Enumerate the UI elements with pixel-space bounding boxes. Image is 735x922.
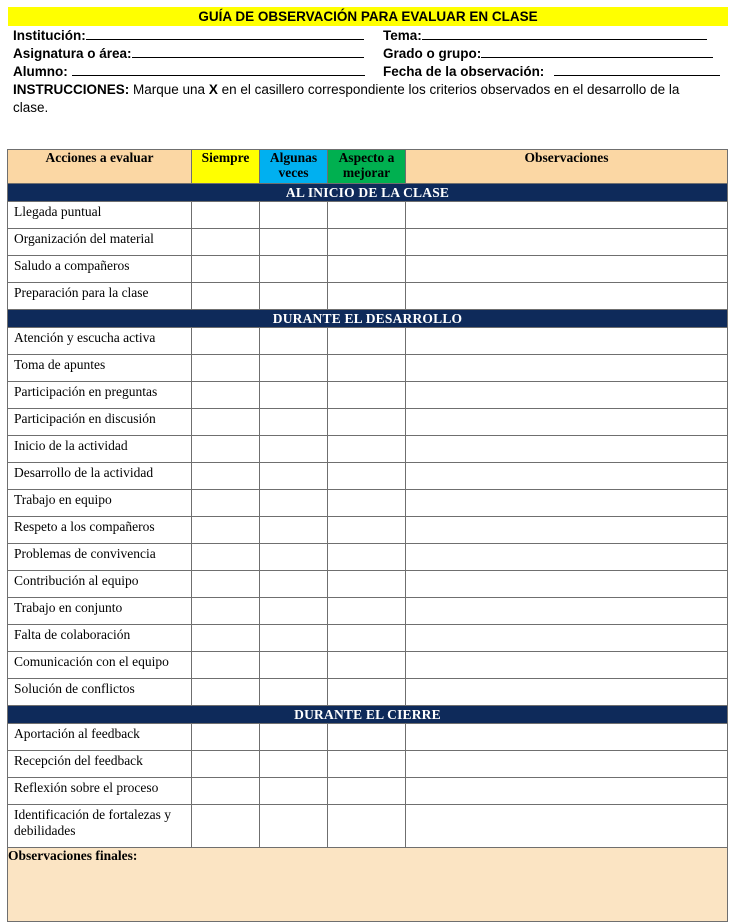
algunas-veces-cell[interactable]	[260, 571, 328, 598]
table-row	[8, 517, 728, 544]
aspecto-a-mejorar-cell[interactable]	[328, 436, 406, 463]
siempre-cell[interactable]	[192, 256, 260, 283]
aspecto-a-mejorar-cell[interactable]	[328, 805, 406, 848]
tema-blank[interactable]	[422, 27, 707, 40]
algunas-veces-cell[interactable]	[260, 202, 328, 229]
algunas-veces-cell[interactable]	[260, 625, 328, 652]
table-row	[8, 463, 728, 490]
action-label: Atención y escucha activa	[8, 328, 192, 355]
observaciones-cell[interactable]	[406, 382, 728, 409]
algunas-veces-cell[interactable]	[260, 544, 328, 571]
action-label: Respeto a los compañeros	[8, 517, 192, 544]
table-row	[8, 229, 728, 256]
observation-table	[7, 149, 728, 922]
siempre-cell[interactable]	[192, 328, 260, 355]
observaciones-cell[interactable]	[406, 490, 728, 517]
institucion-field[interactable]	[13, 27, 364, 44]
fecha-blank[interactable]	[554, 63, 720, 76]
algunas-veces-cell[interactable]	[260, 778, 328, 805]
siempre-cell[interactable]	[192, 805, 260, 848]
grado-label: Grado o grupo:	[383, 46, 482, 61]
siempre-cell[interactable]	[192, 571, 260, 598]
siempre-cell[interactable]	[192, 517, 260, 544]
action-label: Toma de apuntes	[8, 355, 192, 382]
algunas-veces-cell[interactable]	[260, 517, 328, 544]
siempre-cell[interactable]	[192, 436, 260, 463]
header-algunas-veces: Algunas veces	[260, 150, 328, 184]
siempre-cell[interactable]	[192, 409, 260, 436]
table-row	[8, 202, 728, 229]
table-row	[8, 625, 728, 652]
observaciones-cell[interactable]	[406, 328, 728, 355]
action-label: Comunicación con el equipo	[8, 652, 192, 679]
algunas-veces-cell[interactable]	[260, 409, 328, 436]
instructions	[13, 81, 703, 117]
table-row	[8, 409, 728, 436]
aspecto-a-mejorar-cell[interactable]	[328, 724, 406, 751]
algunas-veces-cell[interactable]	[260, 256, 328, 283]
action-label: Falta de colaboración	[8, 625, 192, 652]
siempre-cell[interactable]	[192, 778, 260, 805]
aspecto-a-mejorar-cell[interactable]	[328, 256, 406, 283]
table-row	[8, 679, 728, 706]
page-title: GUÍA DE OBSERVACIÓN PARA EVALUAR EN CLASE	[8, 7, 728, 26]
observaciones-cell[interactable]	[406, 283, 728, 310]
action-label: Llegada puntual	[8, 202, 192, 229]
header-siempre: Siempre	[192, 150, 260, 184]
siempre-cell[interactable]	[192, 283, 260, 310]
siempre-cell[interactable]	[192, 229, 260, 256]
table-row	[8, 544, 728, 571]
algunas-veces-cell[interactable]	[260, 463, 328, 490]
asignatura-field[interactable]	[13, 45, 364, 62]
siempre-cell[interactable]	[192, 202, 260, 229]
aspecto-a-mejorar-cell[interactable]	[328, 652, 406, 679]
observaciones-cell[interactable]	[406, 625, 728, 652]
observaciones-cell[interactable]	[406, 652, 728, 679]
fecha-field[interactable]	[383, 63, 720, 80]
aspecto-a-mejorar-cell[interactable]	[328, 283, 406, 310]
table-row	[8, 382, 728, 409]
grado-blank[interactable]	[481, 45, 713, 58]
table-row	[8, 490, 728, 517]
aspecto-a-mejorar-cell[interactable]	[328, 409, 406, 436]
grado-field[interactable]	[383, 45, 713, 62]
table-row	[8, 598, 728, 625]
algunas-veces-cell[interactable]	[260, 355, 328, 382]
tema-label: Tema:	[383, 28, 422, 43]
tema-field[interactable]	[383, 27, 707, 44]
alumno-blank[interactable]	[72, 63, 365, 76]
action-label: Inicio de la actividad	[8, 436, 192, 463]
observaciones-cell[interactable]	[406, 436, 728, 463]
aspecto-a-mejorar-cell[interactable]	[328, 355, 406, 382]
fecha-label: Fecha de la observación:	[383, 64, 545, 79]
observaciones-cell[interactable]	[406, 598, 728, 625]
aspecto-a-mejorar-cell[interactable]	[328, 229, 406, 256]
aspecto-a-mejorar-cell[interactable]	[328, 490, 406, 517]
algunas-veces-cell[interactable]	[260, 283, 328, 310]
aspecto-a-mejorar-cell[interactable]	[328, 625, 406, 652]
table-row	[8, 805, 728, 848]
siempre-cell[interactable]	[192, 652, 260, 679]
table-row	[8, 571, 728, 598]
table-row	[8, 355, 728, 382]
action-label: Preparación para la clase	[8, 283, 192, 310]
observaciones-cell[interactable]	[406, 571, 728, 598]
table-row	[8, 652, 728, 679]
section-header-inicio	[8, 184, 728, 202]
asignatura-label: Asignatura o área:	[13, 46, 132, 61]
table-row	[8, 283, 728, 310]
table-row	[8, 256, 728, 283]
section-title: DURANTE EL DESARROLLO	[8, 310, 728, 328]
action-label: Desarrollo de la actividad	[8, 463, 192, 490]
algunas-veces-cell[interactable]	[260, 805, 328, 848]
aspecto-a-mejorar-cell[interactable]	[328, 202, 406, 229]
table-row	[8, 724, 728, 751]
siempre-cell[interactable]	[192, 463, 260, 490]
algunas-veces-cell[interactable]	[260, 436, 328, 463]
instructions-part2: en el casillero correspondiente los criterios observados en el desarrollo de la clase.	[13, 82, 680, 115]
aspecto-a-mejorar-cell[interactable]	[328, 778, 406, 805]
siempre-cell[interactable]	[192, 355, 260, 382]
algunas-veces-cell[interactable]	[260, 652, 328, 679]
observaciones-cell[interactable]	[406, 463, 728, 490]
observaciones-cell[interactable]	[406, 805, 728, 848]
observaciones-cell[interactable]	[406, 202, 728, 229]
observaciones-cell[interactable]	[406, 778, 728, 805]
aspecto-a-mejorar-cell[interactable]	[328, 679, 406, 706]
table-row	[8, 328, 728, 355]
algunas-veces-cell[interactable]	[260, 229, 328, 256]
alumno-field[interactable]	[13, 63, 365, 80]
action-label: Recepción del feedback	[8, 751, 192, 778]
observaciones-cell[interactable]	[406, 256, 728, 283]
observaciones-cell[interactable]	[406, 751, 728, 778]
siempre-cell[interactable]	[192, 751, 260, 778]
observaciones-cell[interactable]	[406, 229, 728, 256]
aspecto-a-mejorar-cell[interactable]	[328, 544, 406, 571]
action-label: Saludo a compañeros	[8, 256, 192, 283]
final-observations-row[interactable]	[8, 848, 728, 922]
section-header-cierre	[8, 706, 728, 724]
aspecto-a-mejorar-cell[interactable]	[328, 382, 406, 409]
algunas-veces-cell[interactable]	[260, 328, 328, 355]
siempre-cell[interactable]	[192, 544, 260, 571]
aspecto-a-mejorar-cell[interactable]	[328, 598, 406, 625]
algunas-veces-cell[interactable]	[260, 382, 328, 409]
table-row	[8, 436, 728, 463]
aspecto-a-mejorar-cell[interactable]	[328, 328, 406, 355]
action-label: Trabajo en equipo	[8, 490, 192, 517]
siempre-cell[interactable]	[192, 625, 260, 652]
algunas-veces-cell[interactable]	[260, 598, 328, 625]
algunas-veces-cell[interactable]	[260, 679, 328, 706]
instructions-mark: X	[208, 82, 218, 97]
header-aspecto-a-mejorar: Aspecto a mejorar	[328, 150, 406, 184]
table-row	[8, 751, 728, 778]
action-label: Identificación de fortalezas y debilidades	[8, 805, 192, 848]
section-title: AL INICIO DE LA CLASE	[8, 184, 728, 202]
siempre-cell[interactable]	[192, 679, 260, 706]
header-acciones: Acciones a evaluar	[8, 150, 192, 184]
algunas-veces-cell[interactable]	[260, 490, 328, 517]
observaciones-cell[interactable]	[406, 544, 728, 571]
action-label: Reflexión sobre el proceso	[8, 778, 192, 805]
siempre-cell[interactable]	[192, 490, 260, 517]
action-label: Organización del material	[8, 229, 192, 256]
section-header-desarrollo	[8, 310, 728, 328]
action-label: Solución de conflictos	[8, 679, 192, 706]
algunas-veces-cell[interactable]	[260, 724, 328, 751]
observaciones-cell[interactable]	[406, 409, 728, 436]
action-label: Participación en preguntas	[8, 382, 192, 409]
aspecto-a-mejorar-cell[interactable]	[328, 463, 406, 490]
table-header-row	[8, 150, 728, 184]
aspecto-a-mejorar-cell[interactable]	[328, 751, 406, 778]
siempre-cell[interactable]	[192, 382, 260, 409]
alumno-label: Alumno:	[13, 64, 68, 79]
action-label: Contribución al equipo	[8, 571, 192, 598]
instructions-label: INSTRUCCIONES:	[13, 82, 130, 97]
observaciones-cell[interactable]	[406, 724, 728, 751]
action-label: Problemas de convivencia	[8, 544, 192, 571]
action-label: Trabajo en conjunto	[8, 598, 192, 625]
aspecto-a-mejorar-cell[interactable]	[328, 517, 406, 544]
asignatura-blank[interactable]	[132, 45, 364, 58]
action-label: Participación en discusión	[8, 409, 192, 436]
action-label: Aportación al feedback	[8, 724, 192, 751]
siempre-cell[interactable]	[192, 598, 260, 625]
observaciones-cell[interactable]	[406, 355, 728, 382]
header-observaciones: Observaciones	[406, 150, 728, 184]
algunas-veces-cell[interactable]	[260, 751, 328, 778]
aspecto-a-mejorar-cell[interactable]	[328, 571, 406, 598]
siempre-cell[interactable]	[192, 724, 260, 751]
institucion-label: Institución:	[13, 28, 86, 43]
section-title: DURANTE EL CIERRE	[8, 706, 728, 724]
final-observations-label[interactable]: Observaciones finales:	[8, 848, 728, 922]
observaciones-cell[interactable]	[406, 517, 728, 544]
institucion-blank[interactable]	[86, 27, 364, 40]
instructions-part1: Marque una	[129, 82, 209, 97]
table-row	[8, 778, 728, 805]
observaciones-cell[interactable]	[406, 679, 728, 706]
